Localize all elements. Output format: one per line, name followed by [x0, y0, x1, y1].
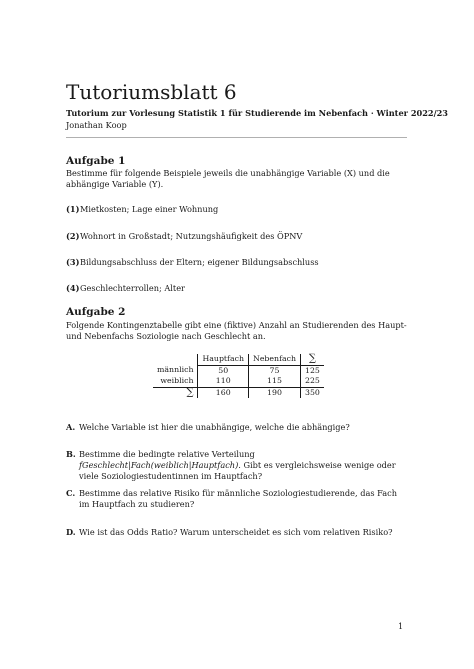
question-item	[66, 488, 411, 512]
table-cell: 75	[249, 365, 301, 376]
table-col-header: ∑	[301, 354, 324, 365]
table-cell: 125	[301, 365, 324, 376]
task1-item-number: (4)	[66, 283, 80, 293]
table-row	[153, 387, 324, 398]
header-divider	[66, 137, 407, 138]
task1-intro-text: Bestimme für folgende Beispiele jeweils die unabhängige Variable (X) und die abhängige Variable (Y).	[66, 168, 390, 190]
table-row-label: männlich	[153, 365, 198, 376]
question-text-before: Bestimme die bedingte relative Verteilung	[79, 449, 255, 459]
table-cell: 160	[198, 387, 249, 398]
question-item	[66, 527, 411, 539]
table-row	[153, 365, 324, 376]
task1-item-number: (3)	[66, 257, 80, 267]
table-cell: 115	[249, 376, 301, 387]
question-letter: B.	[66, 449, 76, 459]
task2-intro: Folgende Kontingenztabelle gibt eine (fiktive) Anzahl an Studierenden des Haupt- und Nebenfachs Soziologie nach Geschlecht an.	[66, 320, 407, 342]
task1-item-text: Mietkosten; Lage einer Wohnung	[80, 204, 219, 214]
task1-item-text: Geschlechterrollen; Alter	[80, 283, 185, 293]
table-cell: 190	[249, 387, 301, 398]
question-text: Bestimme das relative Risiko für männliche Soziologiestudierende, das Fach im Hauptfach zu studieren?	[79, 488, 398, 510]
question-item	[66, 449, 411, 482]
question-text-after: . Gibt es vergleichsweise wenige oder viele Soziologiestudentinnen im Hauptfach?	[79, 460, 396, 482]
table-cell: 350	[301, 387, 324, 398]
task1-item	[66, 283, 185, 293]
task2-heading: Aufgabe 2	[66, 306, 126, 318]
document-subtitle: Tutorium zur Vorlesung Statistik 1 für Studierende im Nebenfach · Winter 2022/23	[66, 108, 448, 118]
table-cell: 225	[301, 376, 324, 387]
table-cell: 50	[218, 365, 229, 375]
document-title: Tutoriumsblatt 6	[66, 80, 237, 104]
question-text	[79, 449, 409, 483]
table-cell: 110	[215, 376, 231, 385]
table-row-label: weiblich	[153, 376, 198, 387]
table-header-row	[153, 354, 324, 365]
task1-item-number: (2)	[66, 231, 80, 241]
table-col-header: Hauptfach	[198, 354, 249, 365]
task1-intro	[66, 168, 411, 190]
question-text: Wie ist das Odds Ratio? Warum unterscheidet es sich vom relativen Risiko?	[79, 527, 393, 537]
table-row-label: ∑	[153, 387, 198, 398]
conditional-distribution-formula: fGeschlecht|Fach(weiblich|Hauptfach)	[79, 460, 239, 471]
question-text: Welche Variable ist hier die unabhängige, welche die abhängige?	[79, 422, 350, 432]
task1-item	[66, 204, 218, 214]
task1-item-text: Bildungsabschluss der Eltern; eigener Bildungsabschluss	[80, 257, 319, 267]
task1-item-number: (1)	[66, 204, 80, 214]
document-author: Jonathan Koop	[66, 120, 127, 130]
question-letter: D.	[66, 527, 76, 537]
question-item	[66, 422, 411, 434]
task1-heading: Aufgabe 1	[66, 155, 126, 167]
page-number: 1	[398, 621, 404, 631]
table-col-header: Nebenfach	[249, 354, 301, 365]
contingency-table	[153, 354, 324, 398]
question-letter: C.	[66, 488, 76, 498]
table-row	[153, 376, 324, 387]
task1-item-text: Wohnort in Großstadt; Nutzungshäufigkeit des ÖPNV	[80, 231, 303, 241]
question-letter: A.	[66, 422, 76, 432]
task1-item	[66, 231, 302, 241]
task1-item	[66, 257, 319, 267]
